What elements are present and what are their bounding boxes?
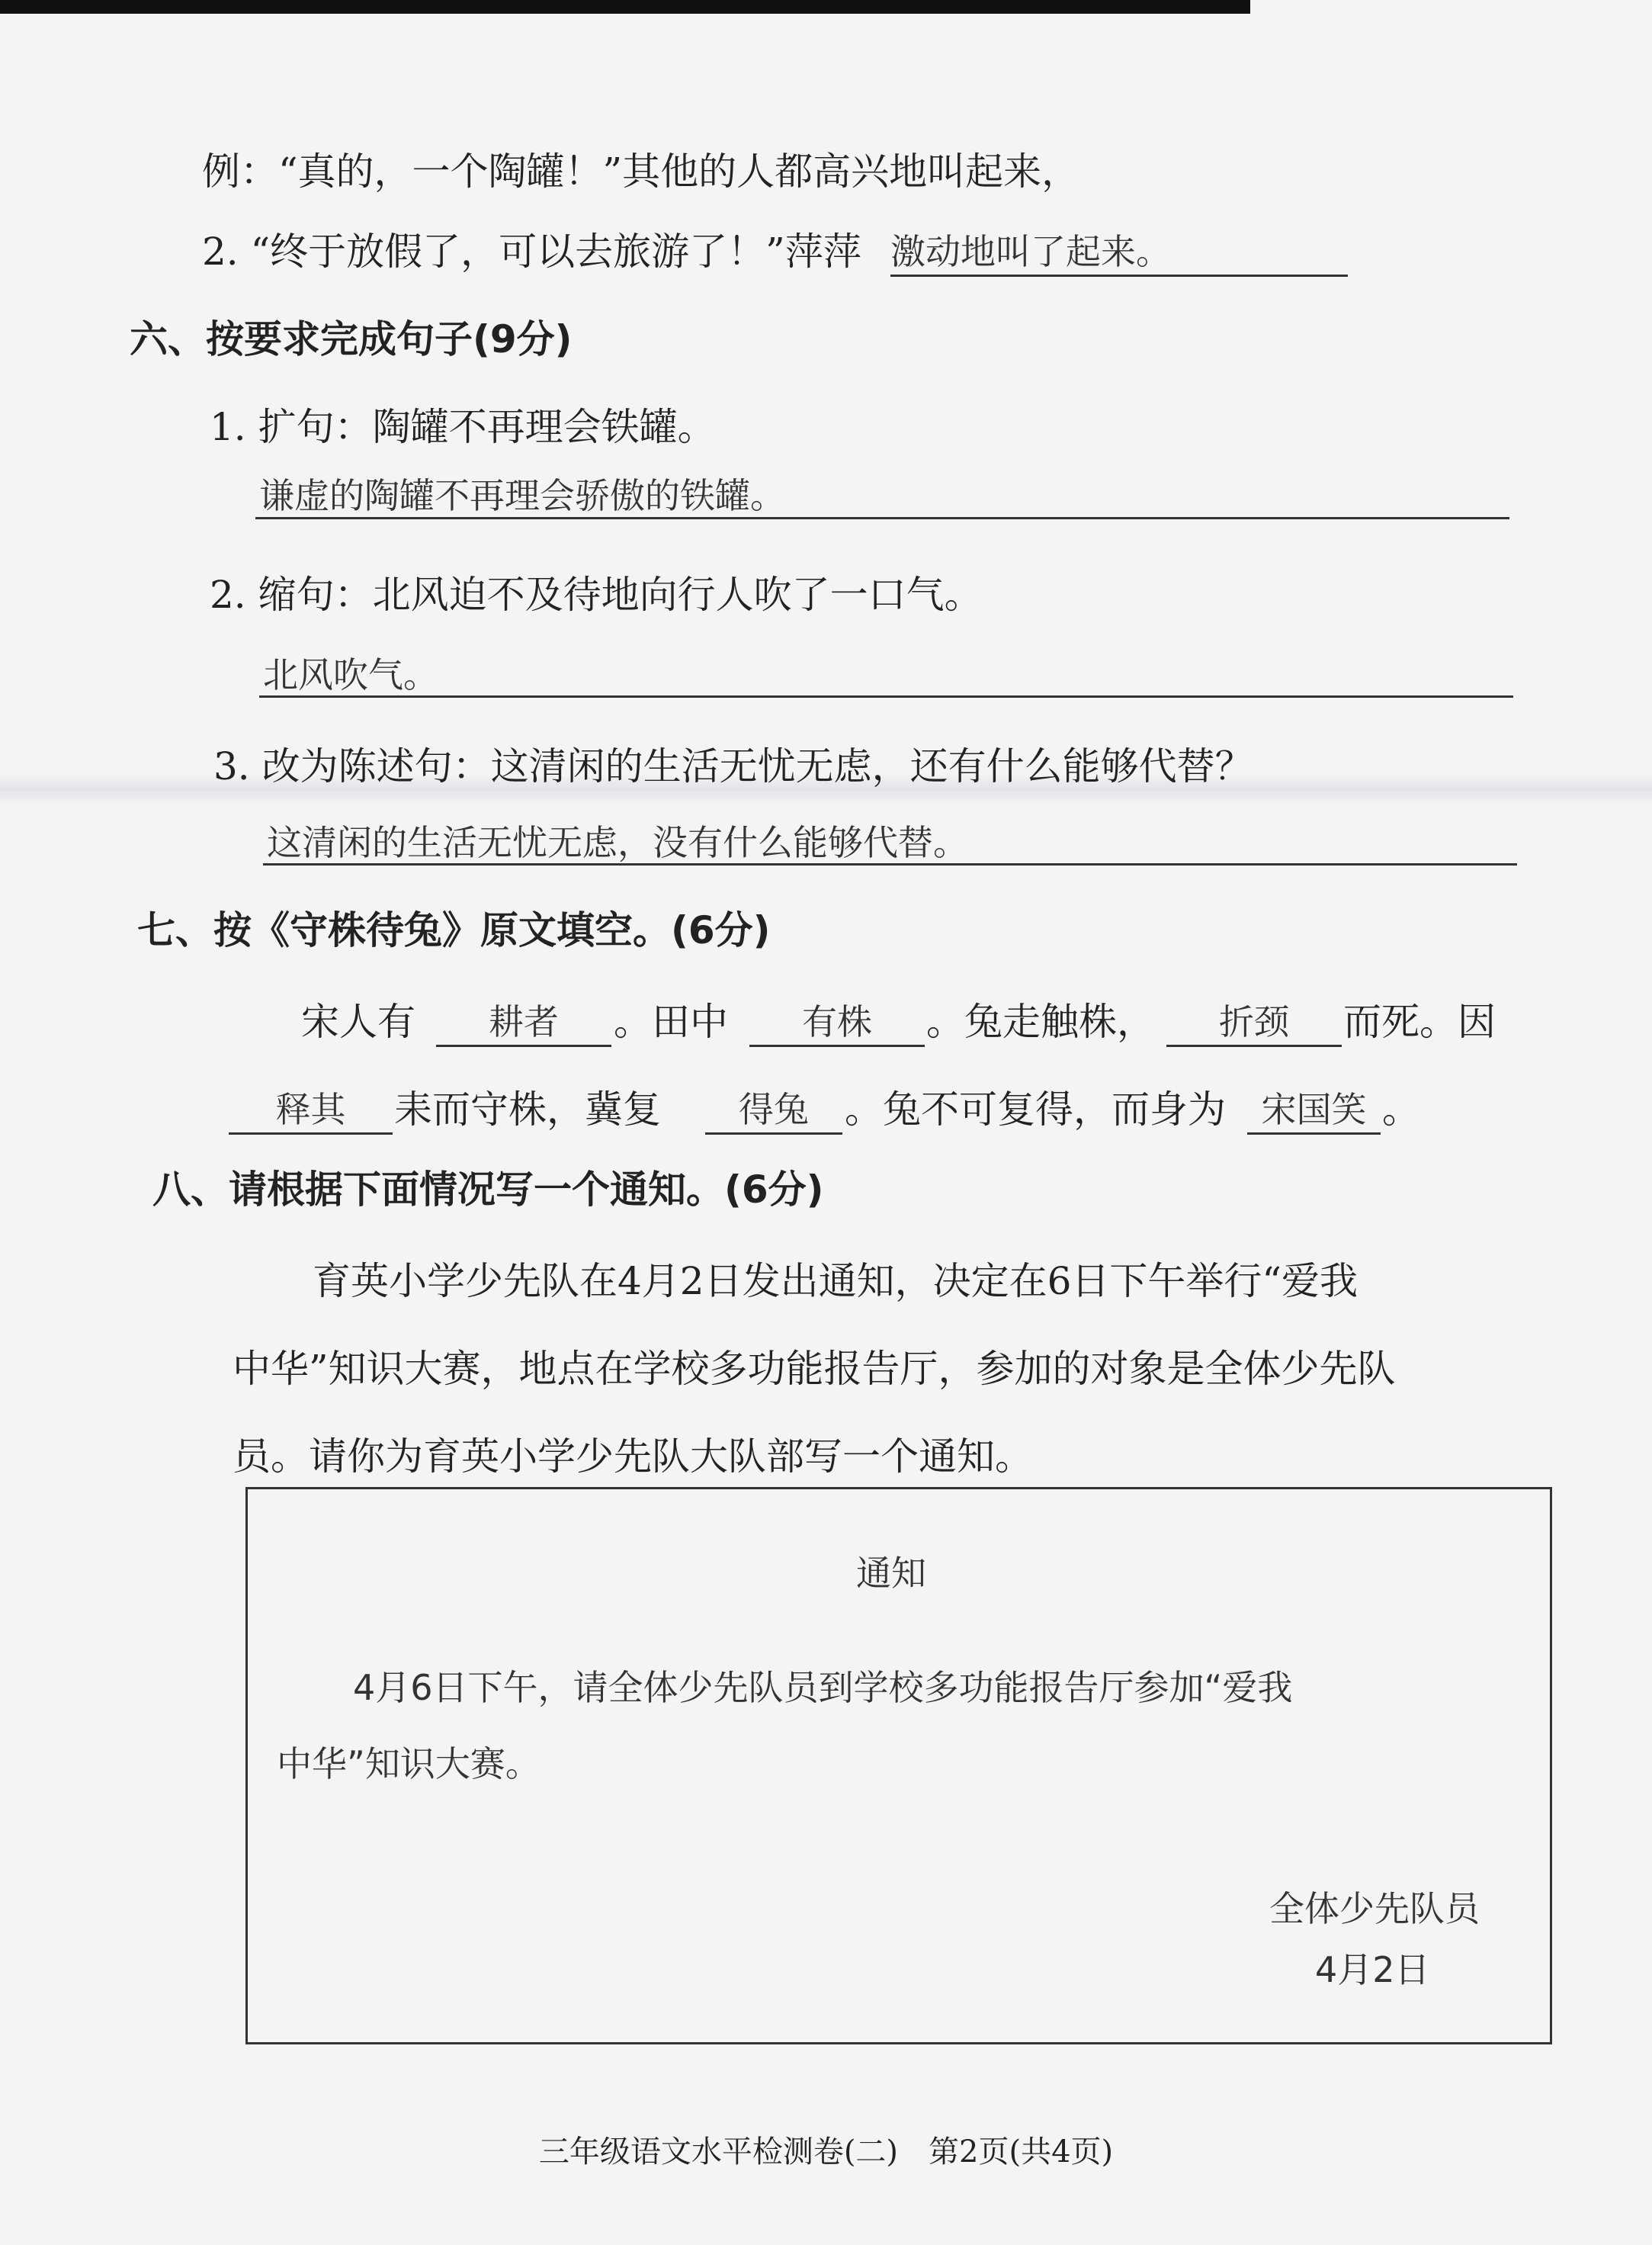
s7-text-4: 而死。因: [1343, 1000, 1496, 1044]
section7-heading: 七、按《守株待兔》原文填空。(6分): [137, 908, 771, 952]
section8-heading: 八、请根据下面情况写一个通知。(6分): [152, 1167, 824, 1212]
s7-text-1: 宋人有: [301, 1000, 415, 1044]
q5-2-answer: 激动地叫了起来。: [890, 229, 1348, 277]
s7-blank-2: 有株: [749, 999, 925, 1047]
notice-body-line-1: 4月6日下午，请全体少先队员到学校多功能报告厅参加“爱我: [353, 1667, 1293, 1708]
s6-q1: 1. 扩句：陶罐不再理会铁罐。: [210, 405, 716, 449]
notice-signer: 全体少先队员: [1269, 1888, 1480, 1929]
s6-a3: 这清闲的生活无忧无虑，没有什么能够代替。: [267, 822, 968, 863]
s7-text-5: 耒而守株，冀复: [394, 1087, 661, 1132]
s6-q3: 3. 改为陈述句：这清闲的生活无忧无虑，还有什么能够代替？: [213, 744, 1253, 788]
s6-a1: 谦虚的陶罐不再理会骄傲的铁罐。: [259, 475, 785, 516]
notice-answer-box: [245, 1487, 1552, 2044]
example-sentence: 例：“真的，一个陶罐！”其他的人都高兴地叫起来，: [202, 149, 1080, 194]
s7-text-3: 。兔走触株，: [926, 1000, 1155, 1044]
section6-heading: 六、按要求完成句子(9分): [130, 317, 573, 361]
s6-a2-line: [259, 695, 1513, 698]
scan-edge: [0, 0, 1250, 14]
s7-blank-4: 释其: [229, 1087, 393, 1135]
s7-blank-5: 得兔: [705, 1087, 842, 1135]
s7-text-7: 。: [1382, 1087, 1420, 1132]
s8-para-line-1: 育英小学少先队在4月2日发出通知，决定在6日下午举行“爱我: [313, 1259, 1358, 1303]
s7-blank-6: 宋国笑: [1247, 1087, 1381, 1135]
notice-body-line-2: 中华”知识大赛。: [277, 1743, 541, 1784]
s7-blank-1: 耕者: [436, 999, 611, 1047]
page-footer: 三年级语文水平检测卷(二) 第2页(共4页): [538, 2134, 1114, 2170]
s8-para-line-2: 中华”知识大赛，地点在学校多功能报告厅，参加的对象是全体少先队: [233, 1347, 1396, 1391]
s6-a1-line: [255, 517, 1509, 519]
s8-para-line-3: 员。请你为育英小学少先队大队部写一个通知。: [233, 1434, 1033, 1479]
s6-a3-line: [263, 863, 1517, 866]
q5-2-prefix: 2. “终于放假了，可以去旅游了！”萍萍: [202, 230, 861, 274]
s6-q2: 2. 缩句：北风迫不及待地向行人吹了一口气。: [210, 573, 983, 617]
s7-text-2: 。田中: [614, 1000, 728, 1044]
s7-text-6: 。兔不可复得，而身为: [845, 1087, 1226, 1132]
s6-a2: 北风吹气。: [263, 654, 438, 695]
notice-title: 通知: [856, 1553, 926, 1594]
s7-blank-3: 折颈: [1166, 999, 1342, 1047]
notice-date: 4月2日: [1315, 1949, 1430, 1990]
